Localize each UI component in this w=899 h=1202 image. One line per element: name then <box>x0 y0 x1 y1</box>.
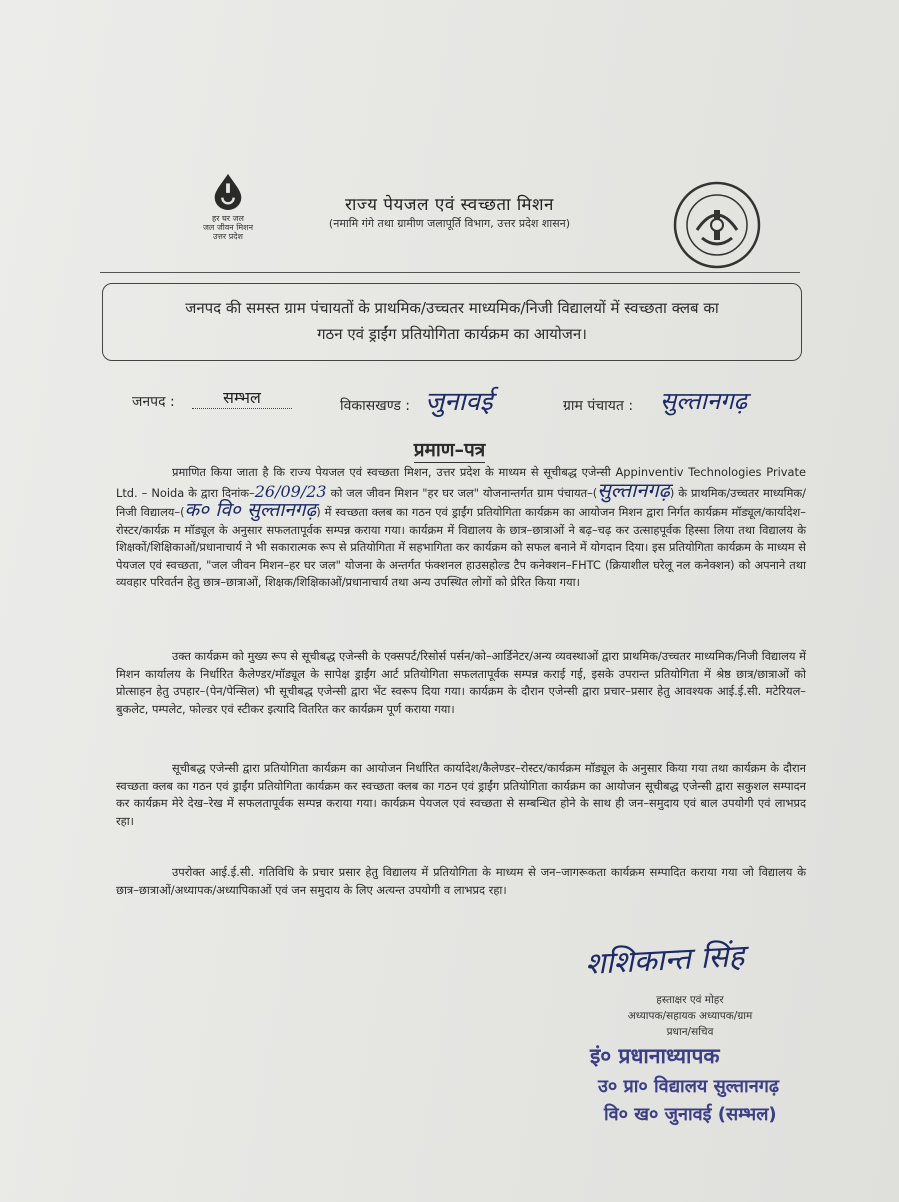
handwritten-date: 26/09/23 <box>254 481 327 501</box>
gram-panchayat-value: सुल्तानगढ़ <box>660 387 748 415</box>
sign-label-1: हस्ताक्षर एवं मोहर <box>656 994 724 1006</box>
vikaskhand-value: जुनावई <box>425 387 493 417</box>
para1-part-a: प्रमाणित किया जाता है कि राज्य पेयजल एवं स्वच्छता मिशन, उत्तर प्रदेश के माध्यम से सूचीबद्ध एजेन्सी Appinventiv Technologies Private Ltd. – Noida के द्वारा दिनांक– <box>116 465 806 500</box>
header-divider <box>100 272 800 273</box>
logo-text-2: जल जीवन मिशन <box>202 223 254 232</box>
para1-part-c: ) के प्राथमिक/उच्चतर माध्यमिक/निजी विद्यालय–( <box>116 485 807 519</box>
vikaskhand-label: विकासखण्ड : <box>340 398 411 414</box>
certificate-title <box>0 436 899 462</box>
logo-text-1: हर घर जल <box>212 214 244 223</box>
paragraph-1 <box>116 464 806 592</box>
janpad-label: जनपद : <box>132 394 175 410</box>
sign-label-3: प्रधान/सचिव <box>666 1026 714 1038</box>
paragraph-3: सूचीबद्ध एजेन्सी द्वारा प्रतियोगिता कार्यक्रम का आयोजन निर्धारित कार्यादेश/कैलेण्डर–रोस्टर/कार्यक्रम मॉड्यूल के अनुसार किया गया तथा कार्यक्रम के दौरान स्वच्छता क्लब का गठन एवं ड्राईंग प्रतियोगिता कार्यक्रम कर स्वच्छता क्लब का गठन एवं ड्राईंग प्रतियोगिता कार्यक्रम का आयोजन सूचीबद्ध एजेन्सी द्वारा सकुशल सम्पादन कर कार्यक्रम मेरे देख–रेख में सफलतापूर्वक सम्पन्न कराया गया। कार्यक्रम पेयजल एवं स्वच्छता से सम्बन्धित होने के साथ ही जन–समुदाय एवं बाल उपयोगी एवं लाभप्रद रहा। <box>116 761 806 828</box>
location-fields <box>0 386 899 426</box>
sign-label-2: अध्यापक/सहायक अध्यापक/ग्राम <box>627 1010 753 1022</box>
stamp-line-2: उ० प्रा० विद्यालय सुल्तानगढ़ <box>598 1076 779 1097</box>
subject-line-2: गठन एवं ड्राईंग प्रतियोगिता कार्यक्रम का आयोजन। <box>317 325 587 343</box>
certificate-title-text: प्रमाण–पत्र <box>413 439 486 461</box>
signature <box>585 935 855 995</box>
stamp-line-1: इं० प्रधानाध्यापक <box>590 1044 720 1068</box>
signature-labels <box>590 992 790 1040</box>
gram-panchayat-label: ग्राम पंचायत : <box>563 398 634 414</box>
paragraph-2: उक्त कार्यक्रम को मुख्य रूप से सूचीबद्ध एजेन्सी के एक्सपर्ट/रिसोर्स पर्सन/को–आर्डिनेटर/अन्य व्यवस्थाओं द्वारा प्राथमिक/उच्चतर माध्यमिक/निजी विद्यालय में मिशन कार्यालय के निर्धारित कैलेण्डर/मॉड्यूल के सापेक्ष ड्राईंग आर्ट प्रतियोगिता सफलतापूर्वक सम्पन्न कराई गई, इसके उपरान्त प्रतियोगिता में श्रेष्ठ छात्र/छात्राओं को प्रोत्साहन हेतु उपहार–(पेन/पेन्सिल) भी सूचीबद्ध एजेन्सी द्वारा भेंट स्वरूप दिया गया। कार्यक्रम के दौरान एजेन्सी द्वारा प्रचार–प्रसार हेतु आवश्यक आई.ई.सी. मटेरियल–बुकलेट, पम्पलेट, फोल्डर एवं स्टीकर इत्यादि वितरित कर कार्यक्रम पूर्ण कराया गया। <box>116 649 806 716</box>
stamp-line-3: वि० ख० जुनावई (सम्भल) <box>604 1104 777 1125</box>
headmaster-stamp <box>590 1042 850 1126</box>
handwritten-gram-panchayat: सुल्तानगढ़ <box>597 477 670 502</box>
header-subtitle: (नमामि गंगे तथा ग्रामीण जलापूर्ति विभाग, उत्तर प्रदेश शासन) <box>328 217 571 230</box>
paragraph-4: उपरोक्त आई.ई.सी. गतिविधि के प्रचार प्रसार हेतु विद्यालय में प्रतियोगिता के माध्यम से जन–जागरूकता कार्यक्रम सम्पादित कराया गया जो विद्यालय के छात्र–छात्राओं/अध्यापक/अध्यापिकाओं एवं जन समुदाय के लिए अत्यन्त उपयोगी व लाभप्रद रहा। <box>116 865 806 897</box>
signature-text: शशिकान्त सिंह <box>584 938 746 983</box>
handwritten-school-name: क० वि० सुल्तानगढ़ <box>184 499 317 521</box>
subject-box <box>102 283 802 361</box>
para1-part-b: को जल जीवन मिशन "हर घर जल" योजनान्तर्गत ग्राम पंचायत–( <box>326 485 598 500</box>
janpad-field <box>192 386 292 409</box>
para1-part-d: ) में स्वच्छता क्लब का गठन एवं ड्राईंग प्रतियोगिता कार्यक्रम का आयोजन मिशन द्वारा निर्गत कार्यक्रम मॉड्यूल/कार्यादेश–रोस्टर/कार्यक्र म मॉड्यूल के अनुसार सफलतापूर्वक सम्पन्न कराया गया। कार्यक्रम में विद्यालय के छात्र–छात्राओं ने बढ़–चढ़ कर उत्साहपूर्वक हिस्सा लिया तथा विद्यालय के शिक्षकों/शिक्षिकाओं/प्रधानाचार्य ने भी सकारात्मक रूप से प्रतियोगिता में सहभागिता कर कार्यक्रम को सफल बनाने में योगदान दिया। इस प्रतियोगिता कार्यक्रम के माध्यम से पेयजल एवं स्वच्छता, "जल जीवन मिशन–हर घर जल" योजना के अन्तर्गत फंक्शनल हाउसहोल्ड टैप कनेक्शन–FHTC (क्रियाशील घरेलू नल कनेक्शन) को अपनाने तथा व्यवहार परिवर्तन हेतु छात्र–छात्राओं, शिक्षक/शिक्षिकाओं/प्रधानाचार्य तथा अन्य उपस्थित लोगों को प्रेरित किया गया। <box>116 505 806 589</box>
subject-line-1: जनपद की समस्त ग्राम पंचायतों के प्राथमिक/उच्चतर माध्यमिक/निजी विद्यालयों में स्वच्छता क्लब का <box>185 299 719 317</box>
header-title: राज्य पेयजल एवं स्वच्छता मिशन <box>345 195 554 215</box>
janpad-value: सम्भल <box>223 388 261 407</box>
logo-text-3: उत्तर प्रदेश <box>213 232 243 241</box>
